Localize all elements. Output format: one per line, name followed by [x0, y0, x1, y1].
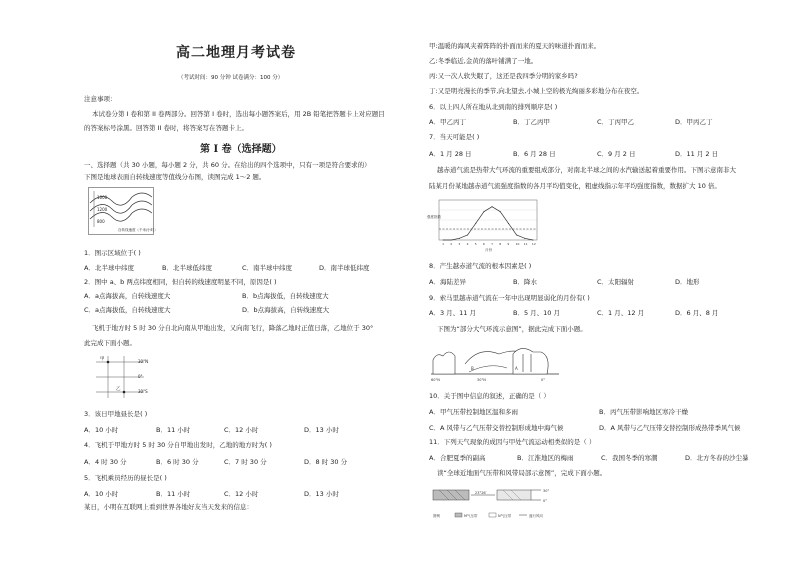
- fig4-legend-m: M气压带: [464, 514, 478, 518]
- exam-info: （考试时间：90 分钟 试卷满分：100 分）: [178, 75, 284, 81]
- series-point: [475, 223, 476, 224]
- q11-option-a[interactable]: A．合肥夏季的副高: [429, 454, 486, 462]
- chart-x-tick: 7: [491, 242, 494, 246]
- q8-option-c[interactable]: C．太阳辐射: [597, 278, 635, 286]
- question-11: 11．下列天气现象的成因与甲处气流运动相类似的是（ ）: [429, 438, 596, 446]
- fig4-lat-30: 30°: [543, 489, 550, 493]
- q1-option-d[interactable]: D．南半球低纬度: [319, 264, 370, 272]
- q5-option-b[interactable]: B．11 小时: [156, 490, 191, 498]
- fig4-legend-wind: 盛行风向: [529, 514, 543, 518]
- q3-option-d[interactable]: D．13 小时: [304, 426, 339, 434]
- series-point: [532, 240, 533, 241]
- series-point: [451, 240, 452, 241]
- chart-x-tick: 11: [523, 242, 528, 246]
- flight-text-1: 飞机于地方时 5 时 30 分自北向南从甲地出发，又向南飞行，降落乙地时正值日落，乙地位于 30°: [92, 324, 374, 332]
- chart-x-tick: 5: [474, 242, 477, 246]
- fig3-lat-60n: 60°N: [431, 378, 440, 382]
- q7-option-b[interactable]: B．6 月 28 日: [513, 150, 556, 158]
- fig1-intro: 下图是地球表面自转线速度等值线分布图，读图完成 1～2 题。: [84, 173, 266, 181]
- q2-option-a[interactable]: A．a点海拔高，自转线速度大: [84, 292, 171, 300]
- q10-option-c[interactable]: C．A 风带与乙气压带交替控制形成地中海气候: [429, 424, 564, 432]
- q6-option-c[interactable]: C．丁丙甲乙: [597, 118, 635, 126]
- q1-option-a[interactable]: A．北半球中纬度: [84, 264, 134, 272]
- question-3: 3．该日甲地昼长是( ): [84, 410, 148, 418]
- series-line: [443, 207, 533, 240]
- q2-option-d[interactable]: D．b点海拔高，自转线速度大: [242, 306, 330, 314]
- fig4-inner-label: 23°26′: [475, 491, 487, 495]
- chart-x-tick: 12: [531, 242, 536, 246]
- series-point: [459, 238, 460, 239]
- q7-option-a[interactable]: A．1 月 28 日: [429, 150, 472, 158]
- fig4-lat-0: 0°: [543, 499, 547, 503]
- chart-x-tick: 2: [450, 242, 453, 246]
- fig2-lat-30s: 30°S: [138, 389, 148, 394]
- question-10: 10．关于图中信息的叙述，正确的是（ ）: [429, 392, 550, 400]
- q4-option-c[interactable]: C．7 时 30 分: [224, 458, 267, 466]
- q1-option-b[interactable]: B．北半球低纬度: [162, 264, 212, 272]
- q10-option-b[interactable]: B．丙气压带影响地区寒冷干燥: [599, 408, 688, 416]
- fig1-label-800: 800: [97, 219, 105, 224]
- question-9: 9．索马里越赤道气流在一年中出现明显弱化的月份有( ): [429, 294, 590, 302]
- series-point: [467, 235, 468, 236]
- right-column: [397, 0, 794, 562]
- chart-x-tick: 8: [499, 242, 502, 246]
- chart-x-label: 月份: [485, 248, 492, 252]
- series-point: [483, 211, 484, 212]
- q11-option-b[interactable]: B．江淮地区的梅雨: [517, 454, 574, 462]
- series-point: [492, 206, 493, 207]
- fig3-lat-30n: 30°N: [477, 378, 486, 382]
- q4-option-b[interactable]: B．6 时 30 分: [156, 458, 199, 466]
- notice-heading: 注意事项：: [84, 95, 117, 103]
- chart-x-ticks: [442, 242, 536, 246]
- notice-line-2: 的答案标号涂黑。回答第 II 卷时，将答案写在答题卡上。: [84, 124, 248, 132]
- message-yi: 乙:冬季临近,金黄的落叶铺满了一地。: [429, 57, 538, 65]
- question-6: 6．以上四人所在地从北到南的排列顺序是( ): [429, 103, 558, 111]
- q6-option-a[interactable]: A．甲乙丙丁: [429, 118, 466, 126]
- figure-circulation: [429, 338, 563, 384]
- figure-pressure-belts: [431, 484, 561, 524]
- fig2-point-jia: 甲: [100, 357, 105, 362]
- q11-option-c[interactable]: C．我国冬季的寒潮: [601, 454, 658, 462]
- para-1: 越赤道气流是热带大气环流的重要组成部分，对南北半球之间的水汽输送起着重要作用。下图示意南非大: [437, 166, 736, 174]
- q2-option-b[interactable]: B．b点海拔低，自转线速度大: [242, 292, 329, 300]
- q10-option-d[interactable]: D．A 风带与乙气压带交替控制形成热带季风气候: [599, 424, 741, 432]
- message-jia: 甲:温暖的海风夹着阵阵的扑面而来的夏天的味道扑面而来。: [429, 42, 601, 50]
- fig1-label-1200: 1200: [97, 207, 108, 212]
- q10-option-a[interactable]: A．甲气压带控制地区温和多雨: [429, 408, 518, 416]
- fig1-note: 自转线速度（千米/小时）: [118, 228, 158, 232]
- chart-x-tick: 3: [458, 242, 461, 246]
- q5-option-a[interactable]: A．10 小时: [84, 490, 119, 498]
- chart-x-tick: 1: [442, 242, 445, 246]
- q8-option-a[interactable]: A．海陆差异: [429, 278, 466, 286]
- question-7: 7．当天可能是( ): [429, 133, 480, 141]
- q2-option-c[interactable]: C．a点海拔低，自转线速度大: [84, 306, 171, 314]
- fig3-point-b: B: [471, 366, 474, 371]
- fig3-point-a: A: [515, 366, 518, 371]
- q1-option-c[interactable]: C．南半球中纬度: [242, 264, 293, 272]
- fig2-lat-30n: 30°N: [138, 359, 149, 364]
- q9-option-c[interactable]: C．1 月、12 月: [597, 309, 645, 317]
- q6-option-d[interactable]: D．甲丙乙丁: [675, 118, 713, 126]
- question-8: 8．产生越赤道气流的根本因素是( ): [429, 262, 532, 270]
- q11-option-d[interactable]: D．北方冬春的沙尘暴: [685, 454, 749, 462]
- fig2-point-yi: 乙: [116, 387, 121, 392]
- q6-option-b[interactable]: B．丁乙丙甲: [513, 118, 550, 126]
- question-1: 1．图示区域位于( ): [84, 249, 141, 257]
- q7-option-c[interactable]: C．9 月 2 日: [597, 150, 636, 158]
- q9-option-b[interactable]: B．5 月、10 月: [513, 309, 560, 317]
- exam-title: 高二地理月考试卷: [176, 45, 296, 61]
- series-point: [516, 235, 517, 236]
- choice-intro: 一、选择题（共 30 小题，每小题 2 分，共 60 分。在给出的四个选项中，只有一项是符合要求的）: [84, 161, 371, 169]
- chart-grid: [439, 210, 537, 230]
- chart-x-tick: 6: [482, 242, 485, 246]
- q5-option-c[interactable]: C．12 小时: [224, 490, 259, 498]
- question-2: 2．图中 a、b 两点纬度相同，但自转的线速度明显不同，原因是( ): [84, 278, 277, 286]
- q3-option-b[interactable]: B．11 小时: [156, 426, 191, 434]
- series-point: [524, 238, 525, 239]
- q5-option-d[interactable]: D．13 小时: [304, 490, 339, 498]
- notice-line-1: 本试卷分第 I 卷和第 II 卷两部分。回答第 I 卷时，选出每小题答案后，用 2B 铅笔把答题卡上对应题目: [92, 110, 385, 118]
- fig2-lat-0: 0°: [138, 374, 143, 379]
- chart-y-label: 强度指数: [427, 215, 441, 219]
- q4-option-d[interactable]: D．8 时 30 分: [304, 458, 348, 466]
- message-ding: 丁:又是明亮漫长的季节,向北望去,小城上空的极光绚丽多彩地分布在夜空。: [429, 87, 644, 95]
- q9-option-d[interactable]: D．6 月、8 月: [675, 309, 719, 317]
- fig1-label-1600: 1600: [97, 195, 108, 200]
- q3-option-a[interactable]: A．10 小时: [84, 426, 119, 434]
- para-2: 陆某月份某地越赤道气流强度指数的各月平均值变化，粗虚线指示年平均强度指数，数据扩大 10 倍。: [429, 182, 721, 190]
- series-point: [443, 240, 444, 241]
- q9-option-a[interactable]: A．3 月、11 月: [429, 309, 476, 317]
- message-bing: 丙:又一次人软失眠了，这还是我四季分明的家乡吗?: [429, 72, 578, 80]
- fig4-legend-title: 图例: [433, 514, 440, 518]
- fig4-legend-n: N气压带: [498, 514, 512, 518]
- chart-x-tick: 9: [507, 242, 510, 246]
- q4-option-a[interactable]: A．4 时 30 分: [84, 458, 127, 466]
- chart-x-tick: 4: [466, 242, 469, 246]
- series-point: [508, 223, 509, 224]
- q3-option-c[interactable]: C．12 小时: [224, 426, 259, 434]
- fig3-intro: 下图为“部分大气环流示意图”，据此完成下面小题。: [437, 325, 587, 333]
- fig4-intro: 读“全球近地面气压带和风带局部示意图”，完成下面小题。: [437, 469, 607, 477]
- section-heading: 第 I 卷（选择题）: [200, 144, 282, 155]
- q7-option-d[interactable]: D．11 月 2 日: [675, 150, 719, 158]
- cross-equator-chart: [427, 196, 541, 254]
- q8-option-b[interactable]: B．降水: [513, 278, 537, 286]
- series-point: [500, 211, 501, 212]
- tail-text: 某日，小明在互联网上看到世界各地好友当天发来的信息：: [84, 503, 253, 511]
- chart-x-tick: 10: [515, 242, 520, 246]
- question-5: 5．飞机乘员经历的昼长是( ): [84, 474, 167, 482]
- question-4: 4．飞机于甲地方时 5 时 30 分自甲地出发时，乙地的地方时为( ): [84, 441, 272, 449]
- fig3-lat-0: 0°: [541, 378, 545, 382]
- flight-text-2: 此完成下面小题。: [84, 339, 136, 347]
- q8-option-d[interactable]: D．地形: [675, 278, 700, 286]
